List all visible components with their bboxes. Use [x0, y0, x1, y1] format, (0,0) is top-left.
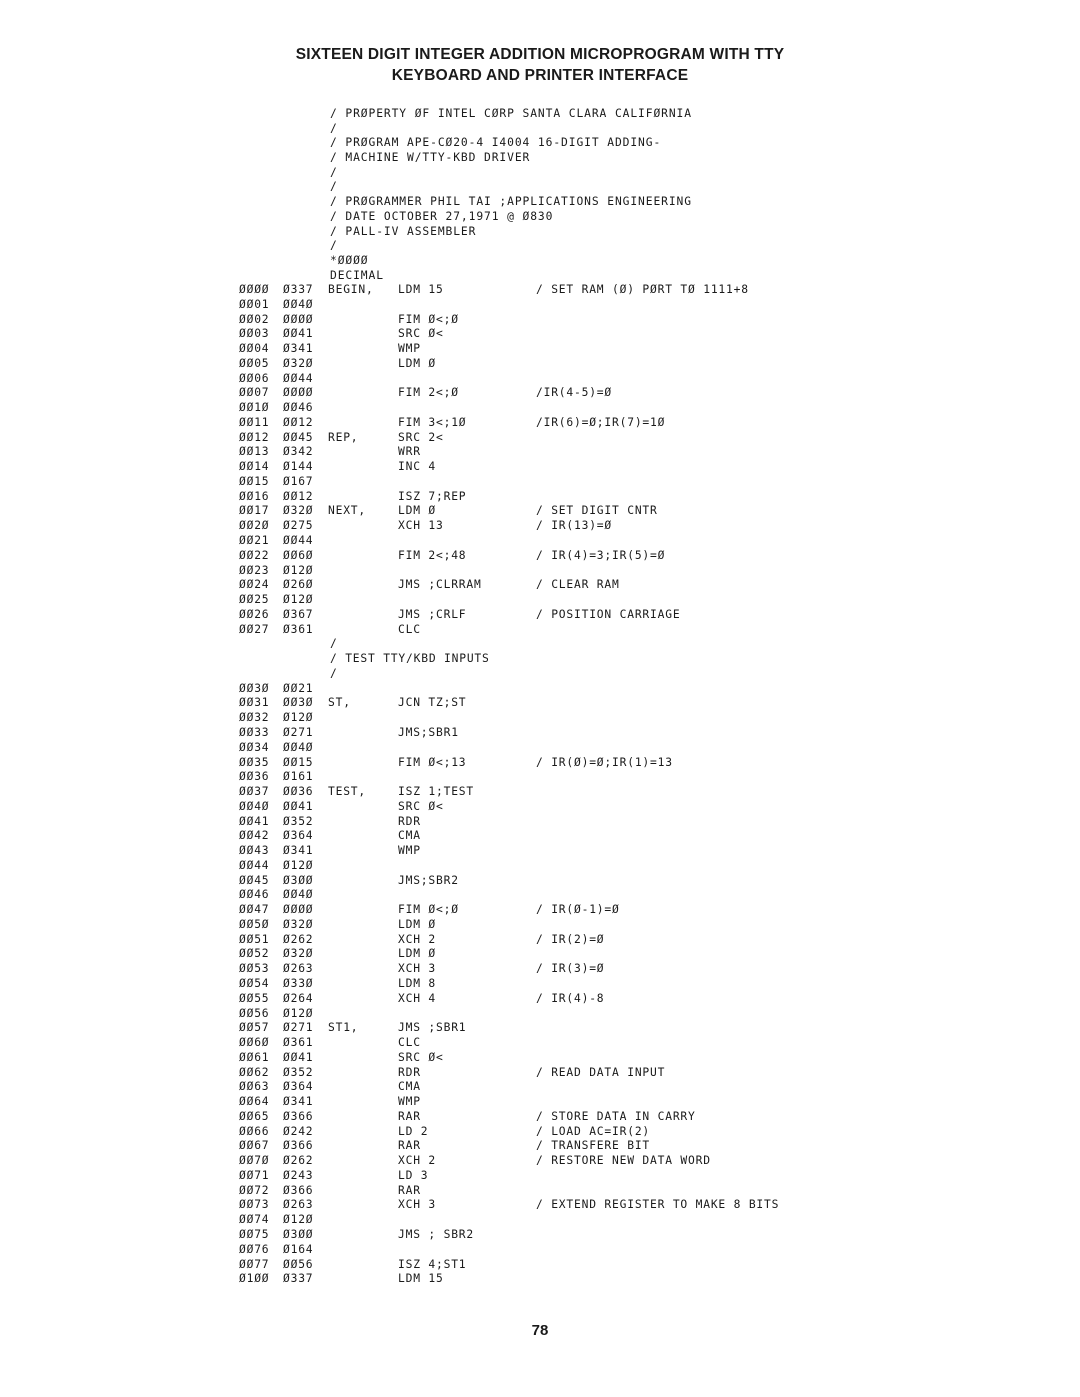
listing-octal-code: ØØ4Ø: [283, 888, 314, 902]
listing-address: ØØ24: [239, 578, 270, 592]
listing-octal-code: Ø12Ø: [283, 563, 314, 577]
listing-instruction: JMS;SBR2: [398, 873, 459, 887]
listing-octal-code: ØØ12: [283, 415, 314, 429]
listing-address: ØØ2Ø: [239, 519, 270, 533]
listing-octal-code: Ø167: [283, 474, 314, 488]
listing-address: ØØ34: [239, 740, 270, 754]
listing-octal-code: Ø32Ø: [283, 504, 314, 518]
listing-instruction: XCH 13: [398, 519, 444, 533]
listing-address: ØØ73: [239, 1198, 270, 1212]
listing-address: ØØ15: [239, 474, 270, 488]
listing-address: ØØØØ: [239, 283, 270, 296]
listing-address: ØØ72: [239, 1183, 270, 1197]
listing-instruction: LDM 15: [398, 283, 444, 296]
listing-octal-code: ØØ44: [283, 534, 314, 548]
listing-octal-code: ØØ56: [283, 1257, 314, 1271]
listing-address: ØØ76: [239, 1242, 270, 1256]
listing-octal-code: Ø32Ø: [283, 947, 314, 961]
listing-address: ØØ36: [239, 770, 270, 784]
listing-label: TEST,: [328, 785, 367, 799]
listing-instruction: JMS ; SBR2: [398, 1228, 475, 1241]
listing-address: ØØ11: [239, 415, 270, 429]
listing-octal-code: Ø342: [283, 445, 314, 459]
listing-instruction: INC 4: [398, 460, 437, 474]
listing-comment: / IR(4)-8: [536, 991, 605, 1005]
listing-octal-code: ØØ41: [283, 1050, 314, 1064]
listing-octal-code: Ø161: [283, 770, 314, 784]
listing-instruction: RDR: [398, 814, 421, 828]
listing-comment: / IR(4)=3;IR(5)=Ø: [536, 548, 666, 562]
listing-comment: /: [330, 637, 338, 651]
listing-address: ØØ02: [239, 312, 270, 326]
listing-address: ØØ12: [239, 430, 270, 444]
listing-address: ØØ53: [239, 962, 270, 976]
listing-address: ØØ04: [239, 342, 270, 356]
listing-octal-code: ØØØØ: [283, 386, 314, 400]
listing-octal-code: ØØ36: [283, 785, 314, 799]
listing-octal-code: Ø366: [283, 1109, 314, 1123]
listing-octal-code: Ø352: [283, 814, 314, 828]
listing-address: ØØ61: [239, 1050, 270, 1064]
listing-address: ØØ64: [239, 1095, 270, 1109]
listing-address: ØØ75: [239, 1228, 270, 1241]
listing-instruction: WMP: [398, 1095, 421, 1109]
listing-address: ØØ17: [239, 504, 270, 518]
listing-address: ØØ23: [239, 563, 270, 577]
listing-octal-code: ØØØØ: [283, 903, 314, 917]
listing-address: ØØ71: [239, 1168, 270, 1182]
listing-address: ØØ5Ø: [239, 917, 270, 931]
listing-address: ØØ33: [239, 725, 270, 739]
listing-comment: / IR(13)=Ø: [536, 519, 613, 533]
listing-instruction: LD 3: [398, 1168, 429, 1182]
listing-octal-code: Ø341: [283, 342, 314, 356]
listing-instruction: ISZ 4;ST1: [398, 1257, 467, 1271]
listing-comment: / RESTORE NEW DATA WORD: [536, 1154, 711, 1168]
listing-instruction: RAR: [398, 1183, 421, 1197]
listing-address: ØØ01: [239, 297, 270, 311]
listing-comment: / TRANSFERE BIT: [536, 1139, 651, 1153]
listing-instruction: WMP: [398, 342, 421, 356]
listing-octal-code: Ø366: [283, 1183, 314, 1197]
listing-octal-code: Ø12Ø: [283, 1006, 314, 1020]
listing-octal-code: Ø337: [283, 1272, 314, 1286]
listing-octal-code: Ø341: [283, 1095, 314, 1109]
listing-octal-code: ØØ46: [283, 401, 314, 415]
page-title-line-1: SIXTEEN DIGIT INTEGER ADDITION MICROPROGRAM WITH TTY: [295, 46, 785, 63]
listing-address: ØØ42: [239, 829, 270, 843]
header-line: /: [330, 239, 338, 253]
listing-instruction: FIM Ø<;Ø: [398, 903, 459, 917]
listing-address: ØØ6Ø: [239, 1036, 270, 1050]
listing-comment: / STORE DATA IN CARRY: [536, 1109, 696, 1123]
listing-instruction: SRC 2<: [398, 430, 444, 444]
listing-octal-code: Ø164: [283, 1242, 314, 1256]
listing-address: ØØ05: [239, 356, 270, 370]
listing-octal-code: ØØ3Ø: [283, 696, 314, 710]
listing-comment: / IR(Ø)=Ø;IR(1)=13: [536, 755, 673, 769]
listing-octal-code: Ø243: [283, 1168, 314, 1182]
listing-octal-code: Ø262: [283, 1154, 314, 1168]
listing-instruction: LDM Ø: [398, 356, 437, 370]
listing-octal-code: Ø271: [283, 725, 314, 739]
listing-comment: / POSITION CARRIAGE: [536, 607, 681, 621]
listing-octal-code: Ø271: [283, 1021, 314, 1035]
listing-address: ØØ47: [239, 903, 270, 917]
listing-instruction: XCH 4: [398, 991, 437, 1005]
program-header-comments: [330, 107, 692, 283]
listing-instruction: LD 2: [398, 1124, 429, 1138]
listing-comment: / LOAD AC=IR(2): [536, 1124, 651, 1138]
listing-octal-code: ØØ44: [283, 371, 314, 385]
listing-instruction: JCN TZ;ST: [398, 696, 467, 710]
listing-comment: / READ DATA INPUT: [536, 1065, 666, 1079]
listing-address: ØØ44: [239, 858, 270, 872]
listing-octal-code: Ø364: [283, 1080, 314, 1094]
listing-address: ØØ46: [239, 888, 270, 902]
listing-address: ØØ03: [239, 327, 270, 341]
listing-instruction: CMA: [398, 829, 421, 843]
listing-instruction: FIM 3<;1Ø: [398, 415, 467, 429]
listing-octal-code: ØØ45: [283, 430, 314, 444]
listing-octal-code: Ø275: [283, 519, 314, 533]
listing-instruction: XCH 3: [398, 962, 437, 976]
header-line: /: [330, 165, 338, 179]
listing-instruction: RDR: [398, 1065, 421, 1079]
listing-instruction: XCH 2: [398, 1154, 437, 1168]
listing-octal-code: ØØ6Ø: [283, 548, 314, 562]
listing-address: ØØ16: [239, 489, 270, 503]
listing-address: ØØ65: [239, 1109, 270, 1123]
listing-instruction: SRC Ø<: [398, 799, 444, 813]
listing-octal-code: Ø263: [283, 962, 314, 976]
listing-instruction: CLC: [398, 1036, 421, 1050]
listing-address: Ø1ØØ: [239, 1272, 270, 1286]
listing-address: ØØ27: [239, 622, 270, 636]
listing-instruction: WRR: [398, 445, 421, 459]
listing-address: ØØ43: [239, 844, 270, 858]
listing-instruction: JMS ;SBR1: [398, 1021, 467, 1035]
listing-octal-code: ØØ41: [283, 799, 314, 813]
header-line: / MACHINE W/TTY-KBD DRIVER: [330, 151, 531, 165]
listing-address: ØØ57: [239, 1021, 270, 1035]
listing-comment: / CLEAR RAM: [536, 578, 620, 592]
listing-address: ØØ77: [239, 1257, 270, 1271]
listing-address: ØØ3Ø: [239, 681, 270, 695]
listing-octal-code: Ø32Ø: [283, 917, 314, 931]
listing-address: ØØ52: [239, 947, 270, 961]
listing-address: ØØ51: [239, 932, 270, 946]
listing-address: ØØ37: [239, 785, 270, 799]
listing-octal-code: Ø341: [283, 844, 314, 858]
header-line: / PRØGRAMMER PHIL TAI ;APPLICATIONS ENGINEERING: [330, 195, 692, 209]
listing-instruction: FIM Ø<;13: [398, 755, 467, 769]
listing-comment: / IR(3)=Ø: [536, 962, 605, 976]
listing-instruction: LDM Ø: [398, 947, 437, 961]
listing-octal-code: Ø32Ø: [283, 356, 314, 370]
listing-address: ØØ25: [239, 593, 270, 607]
header-line: / PRØPERTY ØF INTEL CØRP SANTA CLARA CALIFØRNIA: [330, 107, 692, 120]
listing-label: ST1,: [328, 1021, 359, 1035]
listing-address: ØØ67: [239, 1139, 270, 1153]
listing-comment: / SET RAM (Ø) PØRT TØ 1111+8: [536, 283, 749, 296]
listing-address: ØØ26: [239, 607, 270, 621]
listing-address: ØØ63: [239, 1080, 270, 1094]
listing-comment: / TEST TTY/KBD INPUTS: [330, 652, 490, 666]
listing-instruction: JMS ;CLRRAM: [398, 578, 482, 592]
header-line: / PALL-IV ASSEMBLER: [330, 224, 477, 238]
listing-octal-code: Ø352: [283, 1065, 314, 1079]
listing-address: ØØ31: [239, 696, 270, 710]
listing-address: ØØ32: [239, 711, 270, 725]
listing-instruction: LDM 8: [398, 976, 437, 990]
listing-octal-code: Ø262: [283, 932, 314, 946]
listing-octal-code: Ø364: [283, 829, 314, 843]
listing-instruction: ISZ 1;TEST: [398, 785, 475, 799]
listing-octal-code: Ø12Ø: [283, 858, 314, 872]
header-line: /: [330, 121, 338, 135]
listing-address: ØØ54: [239, 976, 270, 990]
listing-address: ØØ35: [239, 755, 270, 769]
header-line: *ØØØØ: [330, 253, 369, 267]
listing-octal-code: ØØ41: [283, 327, 314, 341]
listing-instruction: XCH 2: [398, 932, 437, 946]
listing-label: ST,: [328, 696, 351, 710]
listing-instruction: FIM Ø<;Ø: [398, 312, 459, 326]
listing-octal-code: Ø264: [283, 991, 314, 1005]
listing-octal-code: Ø3ØØ: [283, 1228, 314, 1241]
listing-octal-code: ØØ4Ø: [283, 740, 314, 754]
listing-octal-code: Ø12Ø: [283, 711, 314, 725]
listing-instruction: CMA: [398, 1080, 421, 1094]
listing-octal-code: Ø144: [283, 460, 314, 474]
listing-address: ØØ7Ø: [239, 1154, 270, 1168]
listing-comment: / EXTEND REGISTER TO MAKE 8 BITS: [536, 1198, 780, 1212]
listing-comment: /IR(4-5)=Ø: [536, 386, 613, 400]
listing-octal-code: Ø263: [283, 1198, 314, 1212]
listing-address: ØØ21: [239, 534, 270, 548]
listing-address: ØØ41: [239, 814, 270, 828]
listing-octal-code: Ø12Ø: [283, 593, 314, 607]
listing-instruction: SRC Ø<: [398, 1050, 444, 1064]
listing-octal-code: Ø366: [283, 1139, 314, 1153]
listing-octal-code: ØØØØ: [283, 312, 314, 326]
listing-instruction: FIM 2<;48: [398, 548, 467, 562]
listing-instruction: LDM 15: [398, 1272, 444, 1286]
header-line: / PRØGRAM APE-CØ20-4 I4004 16-DIGIT ADDING-: [330, 136, 662, 150]
listing-address: ØØ14: [239, 460, 270, 474]
listing-octal-code: ØØ21: [283, 681, 314, 695]
listing-instruction: WMP: [398, 844, 421, 858]
listing-address: ØØ22: [239, 548, 270, 562]
listing-instruction: JMS ;CRLF: [398, 607, 467, 621]
listing-instruction: CLC: [398, 622, 421, 636]
listing-instruction: RAR: [398, 1109, 421, 1123]
listing-address: ØØ45: [239, 873, 270, 887]
listing-instruction: RAR: [398, 1139, 421, 1153]
listing-address: ØØ07: [239, 386, 270, 400]
listing-address: ØØ55: [239, 991, 270, 1005]
listing-label: BEGIN,: [328, 283, 374, 296]
listing-address: ØØ06: [239, 371, 270, 385]
listing-octal-code: Ø33Ø: [283, 976, 314, 990]
listing-comment: / IR(Ø-1)=Ø: [536, 903, 620, 917]
listing-label: NEXT,: [328, 504, 367, 518]
listing-address: ØØ62: [239, 1065, 270, 1079]
listing-octal-code: Ø367: [283, 607, 314, 621]
listing-instruction: LDM Ø: [398, 504, 437, 518]
header-line: / DATE OCTOBER 27,1971 @ Ø830: [330, 209, 554, 223]
header-line: DECIMAL: [330, 268, 384, 282]
listing-address: ØØ66: [239, 1124, 270, 1138]
listing-comment: /: [330, 666, 338, 680]
listing-octal-code: ØØ15: [283, 755, 314, 769]
listing-octal-code: Ø242: [283, 1124, 314, 1138]
page-number: 78: [531, 1322, 549, 1339]
listing-address: ØØ4Ø: [239, 799, 270, 813]
listing-instruction: FIM 2<;Ø: [398, 386, 459, 400]
listing-instruction: XCH 3: [398, 1198, 437, 1212]
listing-octal-code: Ø26Ø: [283, 578, 314, 592]
listing-octal-code: Ø3ØØ: [283, 873, 314, 887]
listing-address: ØØ1Ø: [239, 401, 270, 415]
page-title-line-2: KEYBOARD AND PRINTER INTERFACE: [391, 67, 689, 84]
listing-instruction: SRC Ø<: [398, 327, 444, 341]
header-line: /: [330, 180, 338, 194]
listing-comment: / IR(2)=Ø: [536, 932, 605, 946]
listing-octal-code: ØØ4Ø: [283, 297, 314, 311]
listing-instruction: JMS;SBR1: [398, 725, 459, 739]
listing-instruction: ISZ 7;REP: [398, 489, 467, 503]
listing-comment: / SET DIGIT CNTR: [536, 504, 658, 518]
listing-address: ØØ13: [239, 445, 270, 459]
listing-octal-code: ØØ12: [283, 489, 314, 503]
listing-octal-code: Ø12Ø: [283, 1213, 314, 1227]
listing-octal-code: Ø361: [283, 622, 314, 636]
listing-label: REP,: [328, 430, 359, 444]
listing-address: ØØ56: [239, 1006, 270, 1020]
listing-octal-code: Ø361: [283, 1036, 314, 1050]
listing-comment: /IR(6)=Ø;IR(7)=1Ø: [536, 415, 666, 429]
listing-instruction: LDM Ø: [398, 917, 437, 931]
listing-address: ØØ74: [239, 1213, 270, 1227]
listing-octal-code: Ø337: [283, 283, 314, 296]
